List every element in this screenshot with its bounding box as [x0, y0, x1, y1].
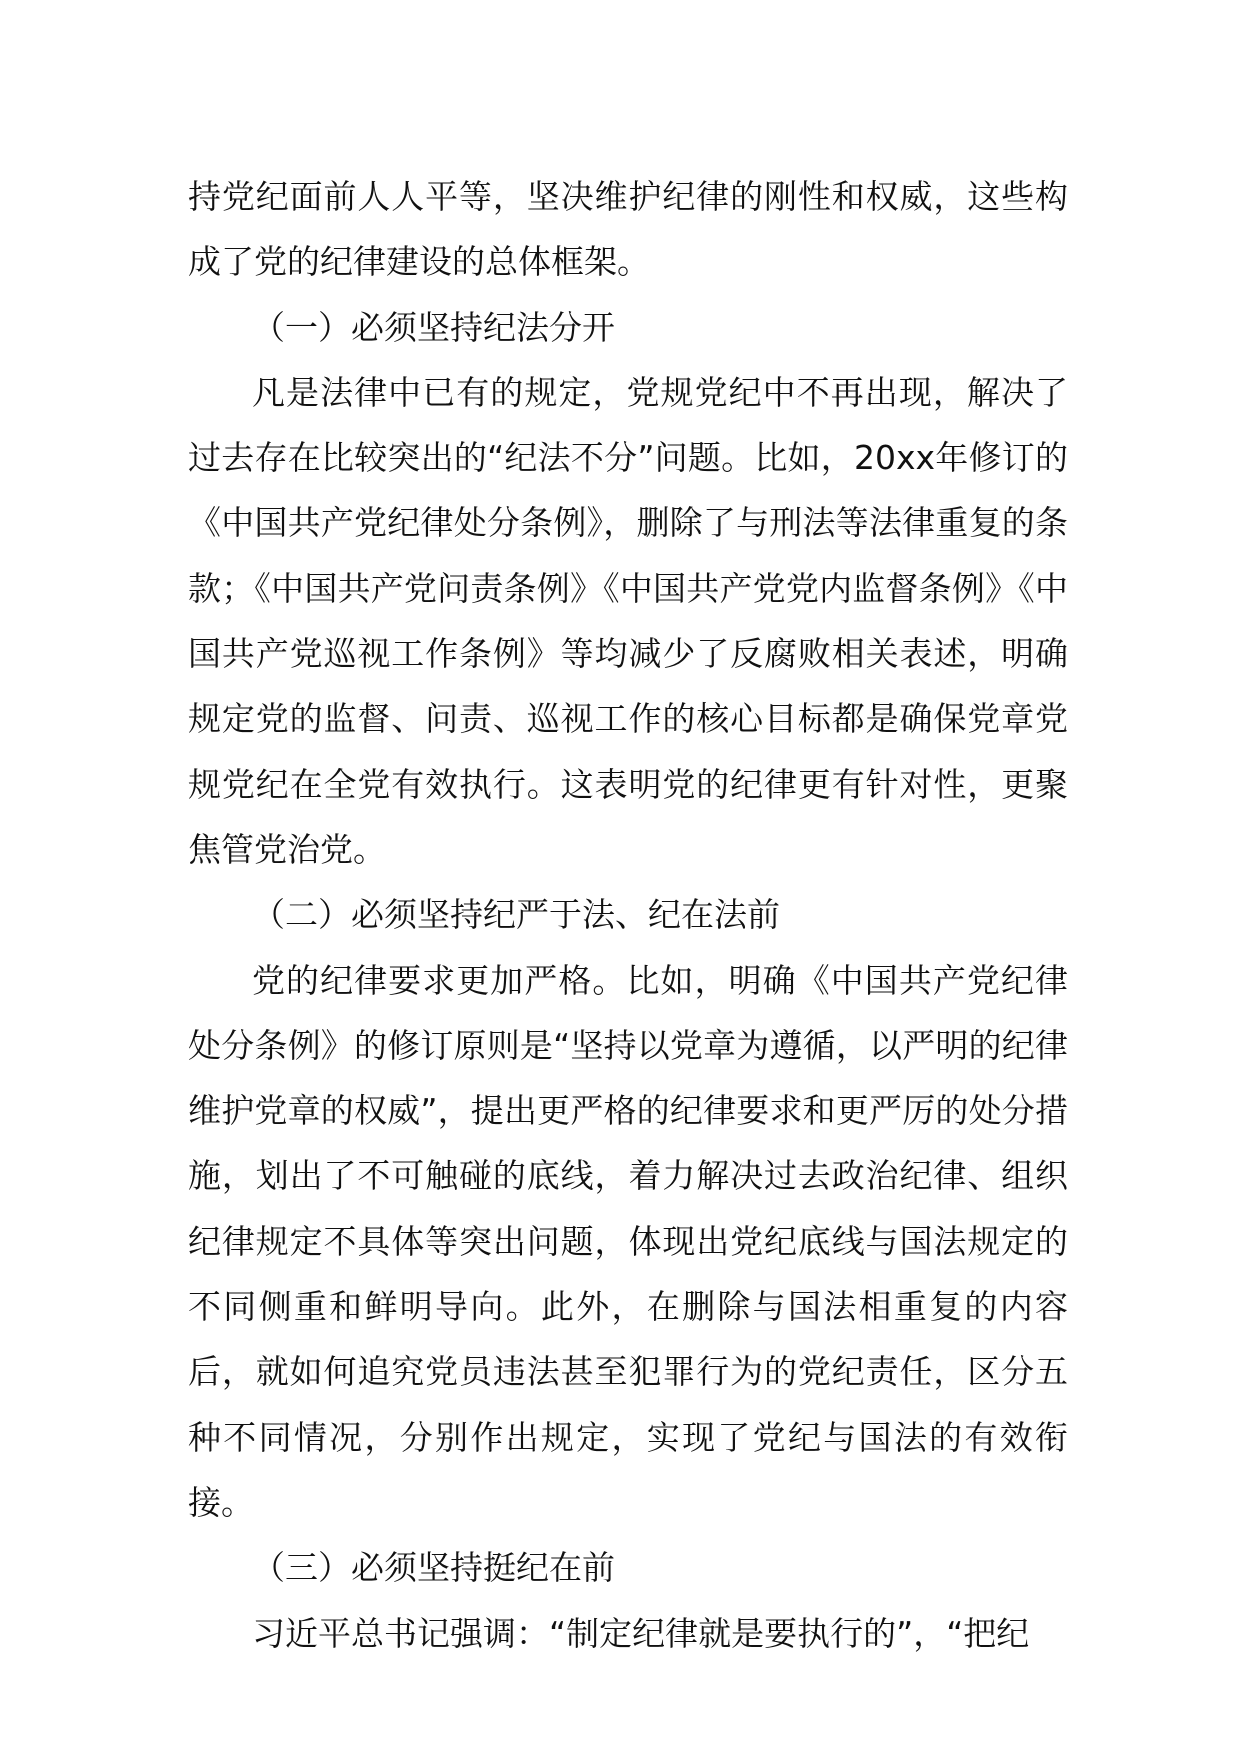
paragraph-body-3: 习近平总书记强调：“制定纪律就是要执行的”，“把纪: [252, 1613, 1030, 1653]
paragraph-body-2: 党的纪律要求更加严格。比如，明确《中国共产党纪律处分条例》的修订原则是“坚持以党章为遵循，以严明的纪律维护党章的权威”，提出更严格的纪律要求和更严厉的处分措施，划出了不可触碰的底线，着力解决过去政治纪律、组织纪律规定不具体等突出问题，体现出党纪底线与国法规定的不同侧重和鲜明导向。此外，在删除与国法相重复的内容后，就如何追究党员违法甚至犯罪行为的党纪责任，区分五种不同情况，分别作出规定，实现了党纪与国法的有效衔接。: [188, 960, 1068, 1522]
document-body: [188, 164, 1068, 1666]
section-heading-2: （二）必须坚持纪严于法、纪在法前: [252, 895, 780, 935]
paragraph-body-1: 凡是法律中已有的规定，党规党纪中不再出现，解决了过去存在比较突出的“纪法不分”问题。比如，20xx年修订的《中国共产党纪律处分条例》，删除了与刑法等法律重复的条款；《中国共产党问责条例》《中国共产党党内监督条例》《中国共产党巡视工作条例》等均减少了反腐败相关表述，明确规定党的监督、问责、巡视工作的核心目标都是确保党章党规党纪在全党有效执行。这表明党的纪律更有针对性，更聚焦管党治党。: [188, 372, 1068, 869]
section-heading-1: （一）必须坚持纪法分开: [252, 307, 615, 347]
paragraph-continuation: 持党纪面前人人平等，坚决维护纪律的刚性和权威，这些构成了党的纪律建设的总体框架。: [188, 177, 1068, 282]
section-heading-3: （三）必须坚持挺纪在前: [252, 1548, 615, 1588]
